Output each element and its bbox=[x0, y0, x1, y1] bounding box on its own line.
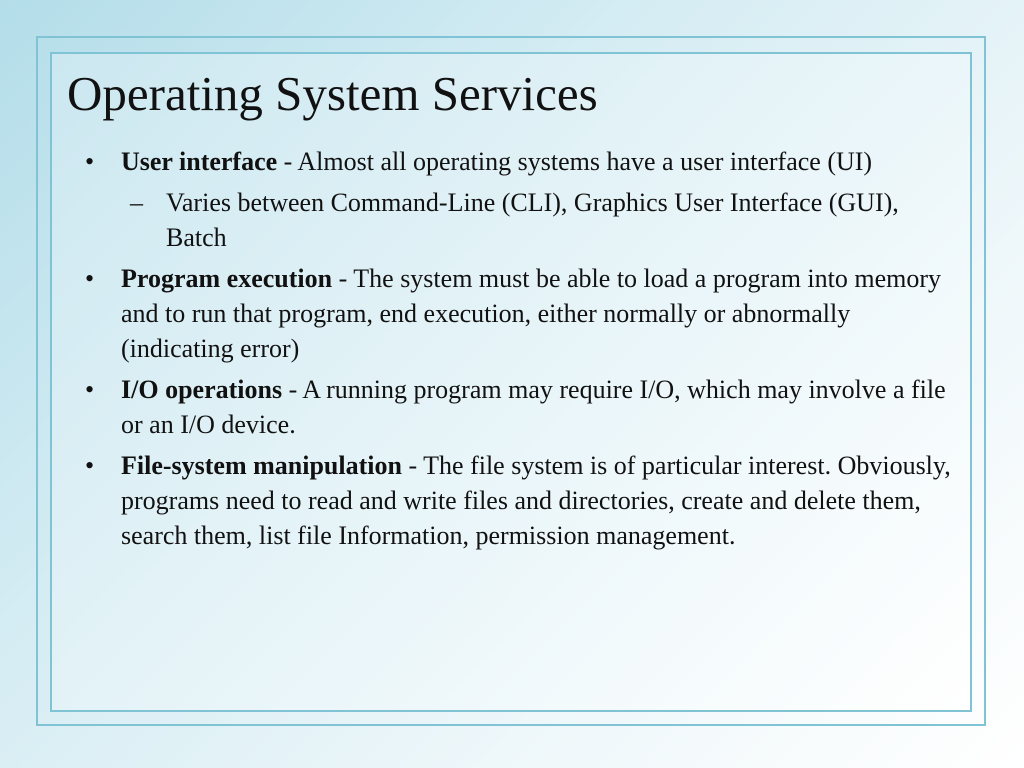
bullet-text: - A running program may require I/O, which may involve a file or an I/O device. bbox=[121, 375, 946, 439]
bullet-file-system-manipulation bbox=[78, 448, 963, 553]
sub-bullet-text: Varies between Command-Line (CLI), Graphics User Interface (GUI), Batch bbox=[166, 188, 899, 252]
bullet-text: - The file system is of particular interest. Obviously, programs need to read and write files and directories, create and delete them, search them, list file Information, permission management. bbox=[121, 451, 951, 550]
bullet-text: - The system must be able to load a program into memory and to run that program, end execution, either normally or abnormally (indicating error) bbox=[121, 264, 942, 363]
sub-bullet-marker: – bbox=[130, 188, 143, 217]
bullet-term: File-system manipulation bbox=[121, 451, 402, 480]
bullet-program-execution bbox=[78, 261, 963, 366]
sub-bullet-interface-types bbox=[78, 185, 963, 255]
bullet-text: - Almost all operating systems have a user interface (UI) bbox=[277, 147, 873, 176]
bullet-term: Program execution bbox=[121, 264, 333, 293]
bullet-marker: • bbox=[85, 147, 95, 176]
bullet-term: I/O operations bbox=[121, 375, 283, 404]
bullet-marker: • bbox=[85, 264, 95, 293]
slide-title: Operating System Services bbox=[67, 66, 598, 121]
slide-content bbox=[78, 144, 963, 559]
bullet-marker: • bbox=[85, 375, 95, 404]
bullet-io-operations bbox=[78, 372, 963, 442]
bullet-term: User interface bbox=[121, 147, 278, 176]
bullet-user-interface bbox=[78, 144, 963, 179]
bullet-marker: • bbox=[85, 451, 95, 480]
